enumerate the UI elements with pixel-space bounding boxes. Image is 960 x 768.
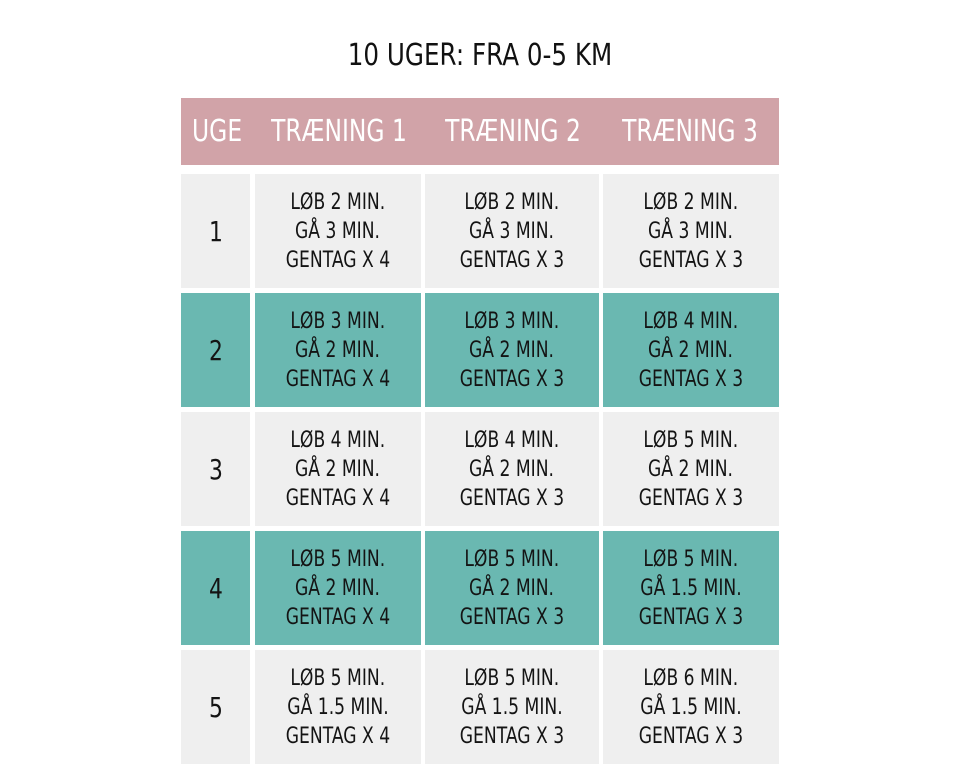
cell-line: GÅ 3 MIN. [295, 218, 381, 244]
cell-line: GÅ 2 MIN. [295, 575, 381, 601]
cell-line: LØB 2 MIN. [643, 189, 739, 215]
table-row-4-training-1-cell [255, 531, 421, 645]
cell-line: GENTAG X 3 [459, 366, 565, 392]
cell-line: GENTAG X 3 [638, 247, 744, 273]
header-week: UGE [181, 98, 253, 165]
cell-line: LØB 4 MIN. [464, 427, 560, 453]
cell-line: LØB 5 MIN. [290, 665, 386, 691]
cell-line: GENTAG X 4 [285, 366, 391, 392]
week-number: 1 [208, 214, 223, 248]
cell-line: GENTAG X 3 [459, 485, 565, 511]
table-row-1-week-cell [181, 174, 250, 288]
cell-line: GÅ 1.5 MIN. [640, 694, 742, 720]
cell-line: GENTAG X 4 [285, 723, 391, 749]
cell-line: GÅ 2 MIN. [469, 456, 555, 482]
table-row-4-training-2-cell [425, 531, 599, 645]
table-row-5-training-1-cell [255, 650, 421, 764]
table-row-3-week-cell [181, 412, 250, 526]
cell-line: LØB 3 MIN. [464, 308, 560, 334]
cell-line: GENTAG X 3 [638, 485, 744, 511]
table-row-3-training-2-cell [425, 412, 599, 526]
week-number: 3 [208, 452, 223, 486]
cell-line: LØB 6 MIN. [643, 665, 739, 691]
table-row-4-week-cell [181, 531, 250, 645]
page-title: 10 UGER: FRA 0-5 KM [347, 38, 613, 73]
cell-line: GENTAG X 3 [459, 604, 565, 630]
table-row-1-training-3-cell [603, 174, 779, 288]
header-training-2: TRÆNING 2 [425, 98, 601, 165]
cell-line: GÅ 1.5 MIN. [287, 694, 389, 720]
cell-line: LØB 5 MIN. [464, 546, 560, 572]
cell-line: GENTAG X 3 [459, 247, 565, 273]
cell-line: LØB 5 MIN. [643, 546, 739, 572]
table-row-5-week-cell [181, 650, 250, 764]
cell-line: LØB 5 MIN. [643, 427, 739, 453]
table-row-2-training-3-cell [603, 293, 779, 407]
cell-line: LØB 5 MIN. [464, 665, 560, 691]
table-row-3-training-3-cell [603, 412, 779, 526]
cell-line: LØB 5 MIN. [290, 546, 386, 572]
cell-line: LØB 3 MIN. [290, 308, 386, 334]
cell-line: GENTAG X 4 [285, 604, 391, 630]
cell-line: GENTAG X 4 [285, 485, 391, 511]
cell-line: LØB 4 MIN. [290, 427, 386, 453]
cell-line: LØB 4 MIN. [643, 308, 739, 334]
week-number: 5 [208, 690, 223, 724]
table-row-5-training-3-cell [603, 650, 779, 764]
table-row-2-training-2-cell [425, 293, 599, 407]
cell-line: GÅ 3 MIN. [469, 218, 555, 244]
header-training-1: TRÆNING 1 [253, 98, 425, 165]
table-row-5-training-2-cell [425, 650, 599, 764]
cell-line: GÅ 2 MIN. [469, 575, 555, 601]
table-row-3-training-1-cell [255, 412, 421, 526]
cell-line: LØB 2 MIN. [464, 189, 560, 215]
cell-line: GENTAG X 3 [638, 604, 744, 630]
cell-line: GÅ 2 MIN. [648, 456, 734, 482]
cell-line: GÅ 2 MIN. [295, 456, 381, 482]
cell-line: GENTAG X 3 [638, 723, 744, 749]
table-row-2-week-cell [181, 293, 250, 407]
cell-line: GÅ 1.5 MIN. [461, 694, 563, 720]
cell-line: GENTAG X 3 [638, 366, 744, 392]
cell-line: GENTAG X 4 [285, 247, 391, 273]
cell-line: GÅ 2 MIN. [648, 337, 734, 363]
cell-line: GÅ 1.5 MIN. [640, 575, 742, 601]
table-row-2-training-1-cell [255, 293, 421, 407]
week-number: 4 [208, 571, 223, 605]
cell-line: GENTAG X 3 [459, 723, 565, 749]
cell-line: GÅ 3 MIN. [648, 218, 734, 244]
header-training-3: TRÆNING 3 [601, 98, 779, 165]
cell-line: GÅ 2 MIN. [469, 337, 555, 363]
table-row-1-training-2-cell [425, 174, 599, 288]
table-row-1-training-1-cell [255, 174, 421, 288]
table-row-4-training-3-cell [603, 531, 779, 645]
week-number: 2 [208, 333, 223, 367]
cell-line: GÅ 2 MIN. [295, 337, 381, 363]
cell-line: LØB 2 MIN. [290, 189, 386, 215]
